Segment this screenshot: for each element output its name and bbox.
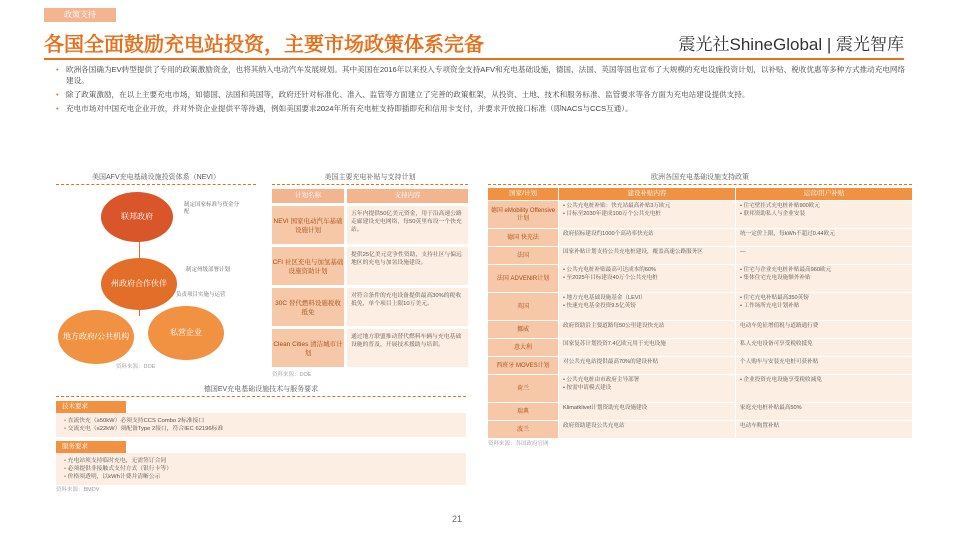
diagram-note: 制定国家标准与资金分配: [184, 202, 240, 215]
row-country: 英国: [488, 293, 558, 320]
row-build-subsidy: • 地方充电基础设施基金（LEVI） • 快速充电基金投资9.5亿英镑: [559, 293, 735, 320]
bullet-item: • 充电市场对中国充电企业开放，并对外资企业提供平等待遇，例如美国要求2024年所有充电桩支持即插即充和信用卡支付，并要求开放接口标准（即NACS与CCS互通）。: [56, 103, 908, 114]
policy-name: Clean Cities 清洁城市计划: [272, 329, 344, 367]
row-operation-subsidy: 统一定价上限，每kWh不超过0.44欧元: [736, 229, 912, 246]
row-operation-subsidy: • 住宅与企业充电桩补贴最高960欧元 • 集体住宅充电设施额外补贴: [736, 265, 912, 292]
europe-source: 资料来源：各国政府官网: [488, 441, 549, 447]
row-country: 法国 ADVENIR计划: [488, 265, 558, 292]
table-header-row: [488, 188, 912, 201]
table-row: [272, 247, 468, 285]
table-header: 建设补贴内容: [559, 188, 735, 200]
tech-source: 资料来源：BMDV: [56, 487, 100, 493]
policy-desc: 通过地方联盟推动替代燃料车辆与充电基础设施的普及，开展技术援助与培训。: [347, 329, 468, 367]
tech-item: • 直流快充（≥50kW）必须支持CCS Combo 2标准接口: [64, 417, 458, 425]
tech-item: • 必须提供非接触式支付方式（银行卡等）: [64, 465, 458, 473]
policy-desc: 五年内提供50亿美元资金，用于沿高速公路走廊建设充电网络，每50英里布设一个快充站。: [347, 206, 468, 244]
policy-source: 资料来源：DOE: [272, 372, 312, 378]
table-row: [488, 357, 912, 375]
diagram-title: 美国AFV充电基础设施投资体系（NEVI）: [56, 172, 256, 185]
row-country: 挪威: [488, 321, 558, 338]
row-build-subsidy: 国家复苏计划投资7.4亿欧元用于充电设施: [559, 339, 735, 356]
row-country: 荷兰: [488, 375, 558, 402]
row-country: 西班牙 MOVES计划: [488, 357, 558, 374]
table-header: 国家/计划: [488, 188, 558, 200]
tech-item: • 充电站须支持临时充电，无需签订合同: [64, 457, 458, 465]
row-country: 法国: [488, 247, 558, 264]
row-country: 意大利: [488, 339, 558, 356]
row-operation-subsidy: • 住宅充电补贴最高350英镑 • 工作场所充电计划补贴: [736, 293, 912, 320]
table-row: [488, 229, 912, 247]
table-row: [488, 339, 912, 357]
diagram-note: 负责项目实施与运营: [176, 292, 226, 298]
row-country: 瑞典: [488, 403, 558, 420]
row-operation-subsidy: 个人购车与安装充电桩可获补贴: [736, 357, 912, 374]
row-operation-subsidy: • 企业投资充电设施享受税收减免: [736, 375, 912, 402]
row-country: 波兰: [488, 421, 558, 438]
policy-name: CFI 社区充电与加氢基础设施资助计划: [272, 247, 344, 285]
row-build-subsidy: 国家补贴计划支持公共充电桩建设，覆盖高速公路服务区: [559, 247, 735, 264]
tech-requirements: [56, 384, 466, 493]
node-private: 私营企业: [148, 306, 224, 360]
tech-item: • 价格须透明，以kWh计费并清晰公示: [64, 473, 458, 481]
row-operation-subsidy: 电动车免征增值税与道路通行费: [736, 321, 912, 338]
row-operation-subsidy: 家庭充电桩补贴最高50%: [736, 403, 912, 420]
row-operation-subsidy: 电动车购置补贴: [736, 421, 912, 438]
table-row: [488, 201, 912, 229]
table-row: [488, 375, 912, 403]
tech-item: • 交流充电（≤22kW）须配备Type 2接口，符合IEC 62196标准: [64, 425, 458, 433]
bullet-item: • 欧洲各国确为EV转型提供了专用的政策激励资金，也将其纳入电动汽车发展规划。其中美国在2016年以来投入专项资金支持AFV和充电基础设施，德国、法国、英国等国也宣布了大规模的充电设施投资计划，以补贴、税收优惠等多种方式推动充电网络建设。: [56, 64, 908, 86]
tech-block-head: 服务要求: [56, 441, 126, 453]
row-operation-subsidy: —: [736, 247, 912, 264]
investment-diagram: [56, 172, 256, 372]
table-header: 运营/用户补贴: [736, 188, 912, 200]
row-build-subsidy: • 公共充电桩补贴：快充站最高补贴3万欧元 • 目标至2030年建成100万个公共充电桩: [559, 201, 735, 228]
policy-table-title: 美国主要充电补贴与支持计划: [272, 172, 468, 185]
row-operation-subsidy: • 住宅壁挂式充电桩补贴900欧元 • 联邦资助私人与企业安装: [736, 201, 912, 228]
policy-table-header: 计划名称: [272, 189, 344, 203]
table-row: [488, 421, 912, 439]
row-country: 德国 eMobility Offensive 计划: [488, 201, 558, 228]
table-row: [488, 247, 912, 265]
tech-block-body: [56, 453, 466, 485]
brand-logo: 震光社ShineGlobal | 震光智库: [678, 35, 904, 54]
row-build-subsidy: 政府资助建设公共充电站: [559, 421, 735, 438]
tech-block-head: 技术要求: [56, 401, 126, 413]
europe-policy-table: [488, 172, 912, 447]
diagram-note: 制定州级部署计划: [186, 267, 231, 273]
table-row: [488, 265, 912, 293]
policy-name: 30C 替代燃料设施税收抵免: [272, 288, 344, 326]
title-divider: [44, 58, 904, 60]
connector-line: [139, 242, 140, 258]
connector-line: [139, 310, 140, 316]
node-federal: 联邦政府: [101, 192, 173, 242]
policy-table-header: 支持内容: [347, 189, 468, 203]
row-country: 德国 快充法: [488, 229, 558, 246]
row-build-subsidy: • 公共充电桩补贴最高可达成本的60% • 至2025年目标建设40万个公共充电桩: [559, 265, 735, 292]
row-build-subsidy: Klimatklivet计划资助充电设施建设: [559, 403, 735, 420]
table-row: [272, 329, 468, 367]
policy-desc: 对符合条件的充电设备提供最高30%的税收抵免，单个项目上限10万美元。: [347, 288, 468, 326]
policy-table: [272, 172, 468, 378]
bullet-item: • 除了政策激励，在以上主要充电市场，如德国、法国和英国等，政府还针对标准化、准入、监管等方面建立了完善的政策框架，从投资、土地、技术和服务标准、监管要求等各方面为充电站建设提供支持。: [56, 89, 908, 100]
row-build-subsidy: 对公共充电站提供最高70%的建设补贴: [559, 357, 735, 374]
table-row: [488, 403, 912, 421]
row-build-subsidy: 政府招标建设约1000个高功率快充站: [559, 229, 735, 246]
diagram-source: 资料来源：DOE: [116, 364, 156, 370]
europe-table-title: 欧洲各国充电基础设施支持政策: [488, 172, 912, 185]
page-number: 21: [452, 514, 463, 524]
policy-desc: 提供25亿美元竞争性资助，支持社区与偏远地区的充电与加氢设施建设。: [347, 247, 468, 285]
row-operation-subsidy: 私人充电设备可享受税收抵免: [736, 339, 912, 356]
tech-block-body: [56, 413, 466, 437]
page-title: 各国全面鼓励充电站投资，主要市场政策体系完备: [44, 34, 484, 56]
tech-title: 德国EV充电基础设施技术与服务要求: [56, 384, 466, 397]
policy-name: NEVI 国家电动汽车基础设施计划: [272, 206, 344, 244]
node-state: 州政府合作伙伴: [101, 258, 177, 310]
row-build-subsidy: • 公共充电桩由市政府主导部署 • 按需申请模式建设: [559, 375, 735, 402]
summary-bullets: [56, 64, 908, 117]
row-build-subsidy: 政府资助沿主要道路每50公里建设快充站: [559, 321, 735, 338]
table-row: [488, 293, 912, 321]
node-local: 地方政府/公共机构: [58, 310, 134, 364]
table-row: [488, 321, 912, 339]
section-tag: 政策支持: [44, 8, 116, 22]
table-row: [272, 206, 468, 244]
table-row: [272, 288, 468, 326]
